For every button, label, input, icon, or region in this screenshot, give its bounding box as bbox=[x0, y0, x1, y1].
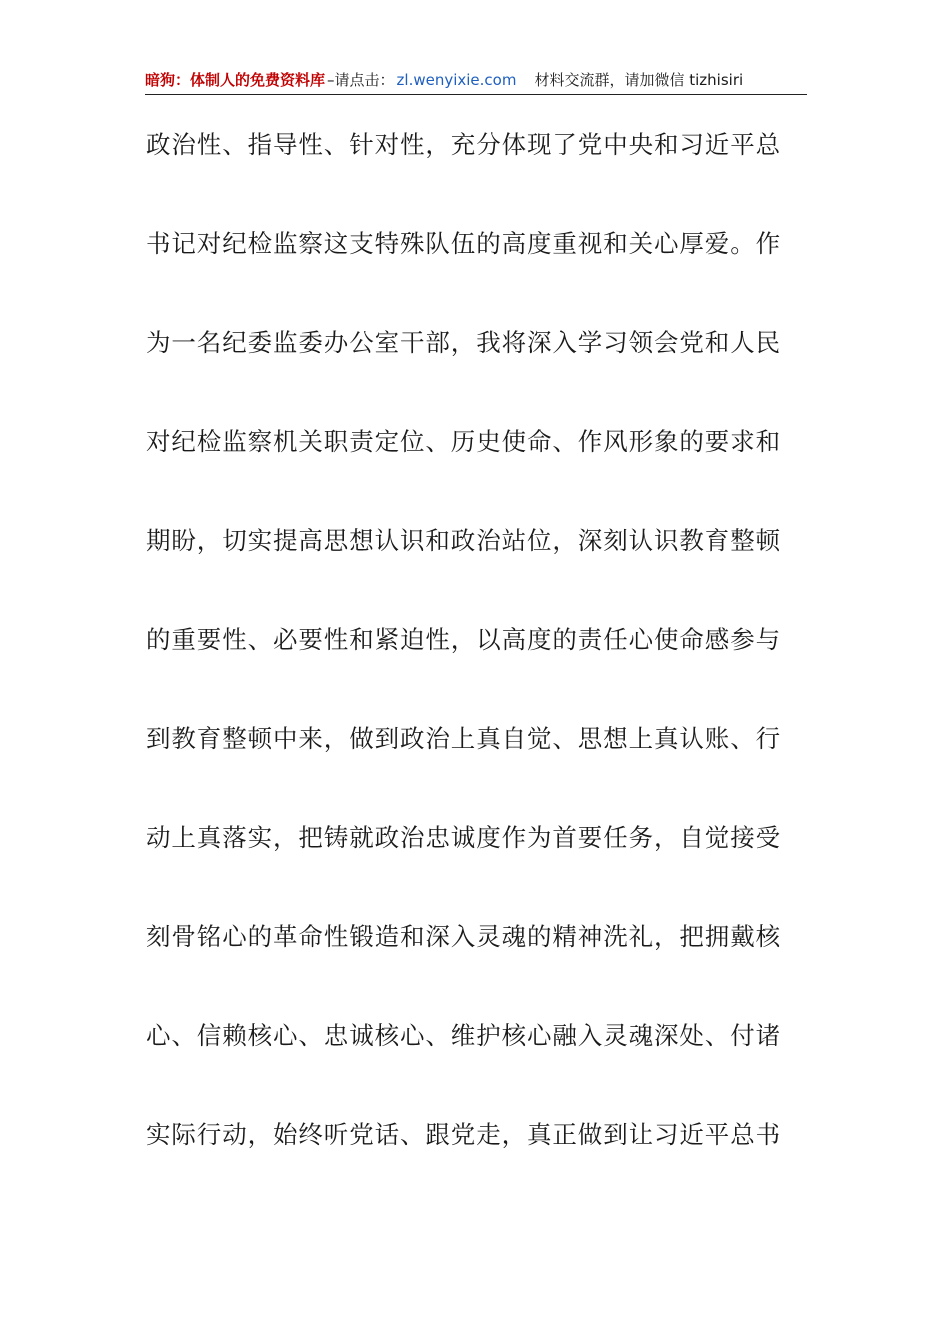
header-contact: 材料交流群，请加微信 tizhisiri bbox=[534, 71, 744, 89]
header-brand: 暗狗：体制人的免费资料库 bbox=[145, 71, 326, 89]
text-line: 刻骨铭心的革命性锻造和深入灵魂的精神洗礼，把拥戴核 bbox=[146, 922, 781, 951]
text-line: 动上真落实，把铸就政治忠诚度作为首要任务，自觉接受 bbox=[146, 823, 781, 852]
text-line: 书记对纪检监察这支特殊队伍的高度重视和关心厚爱。作 bbox=[146, 229, 781, 258]
text-line: 政治性、指导性、针对性，充分体现了党中央和习近平总 bbox=[146, 130, 781, 159]
text-line: 期盼，切实提高思想认识和政治站位，深刻认识教育整顿 bbox=[146, 526, 781, 555]
text-line: 的重要性、必要性和紧迫性，以高度的责任心使命感参与 bbox=[146, 625, 781, 654]
body-paragraph bbox=[146, 120, 806, 1209]
text-line: 到教育整顿中来，做到政治上真自觉、思想上真认账、行 bbox=[146, 724, 781, 753]
text-line: 心、信赖核心、忠诚核心、维护核心融入灵魂深处、付诸 bbox=[146, 1021, 781, 1050]
text-line: 对纪检监察机关职责定位、历史使命、作风形象的要求和 bbox=[146, 427, 781, 456]
header-prompt: –请点击： bbox=[327, 71, 395, 89]
header-link[interactable]: zl.wenyixie.com bbox=[396, 71, 517, 89]
page-header bbox=[145, 68, 807, 95]
text-line: 实际行动，始终听党话、跟党走，真正做到让习近平总书 bbox=[146, 1120, 781, 1149]
text-line: 为一名纪委监委办公室干部，我将深入学习领会党和人民 bbox=[146, 328, 781, 357]
